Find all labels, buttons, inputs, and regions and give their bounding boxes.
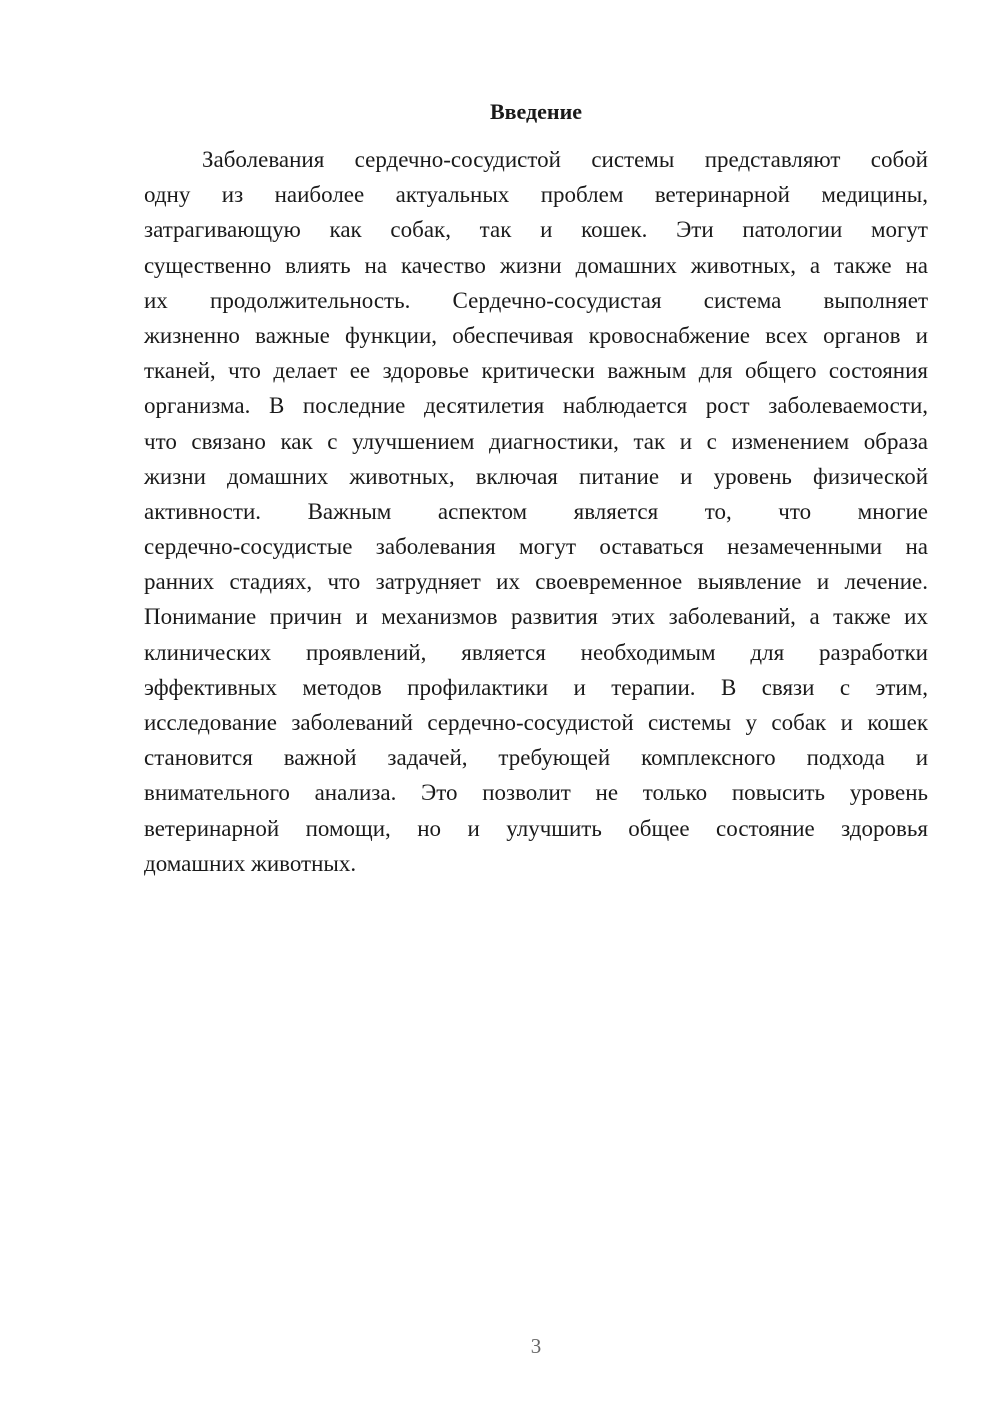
paragraph-line: внимательного анализа. Это позволит не только повысить уровень (144, 780, 928, 806)
paragraph-line: Заболевания сердечно-сосудистой системы представляют собой (202, 147, 928, 172)
paragraph-line: эффективных методов профилактики и терапии. В связи с этим, (144, 674, 928, 700)
paragraph-line: сердечно-сосудистые заболевания могут оставаться незамеченными на (144, 534, 928, 560)
paragraph-line: ранних стадиях, что затрудняет их своевременное выявление и лечение. (144, 569, 928, 595)
paragraph-line: домашних животных. (144, 850, 357, 876)
page-number: 3 (530, 1334, 542, 1358)
paragraph-line: затрагивающую как собак, так и кошек. Эти патологии могут (144, 217, 928, 243)
paragraph-line: одну из наиболее актуальных проблем ветеринарной медицины, (144, 182, 928, 208)
paragraph-line: клинических проявлений, является необходимым для разработки (144, 639, 928, 665)
paragraph-line: их продолжительность. Сердечно-сосудистая система выполняет (144, 287, 928, 313)
paragraph-line: Понимание причин и механизмов развития этих заболеваний, а также их (144, 604, 928, 630)
paragraph-line: жизненно важные функции, обеспечивая кровоснабжение всех органов и (144, 322, 928, 348)
paragraph-line: тканей, что делает ее здоровье критически важным для общего состояния (144, 358, 928, 384)
section-heading: Введение (489, 99, 583, 124)
paragraph-line: организма. В последние десятилетия наблюдается рост заболеваемости, (144, 393, 928, 419)
paragraph-line: что связано как с улучшением диагностики, так и с изменением образа (144, 428, 928, 454)
paragraph-line: исследование заболеваний сердечно-сосудистой системы у собак и кошек (144, 710, 928, 735)
paragraph-line: существенно влиять на качество жизни домашних животных, а также на (144, 252, 928, 278)
paragraph-line: активности. Важным аспектом является то, что многие (144, 498, 928, 524)
paragraph-line: жизни домашних животных, включая питание и уровень физической (144, 463, 928, 489)
introduction-paragraph (144, 142, 928, 881)
paragraph-line: ветеринарной помощи, но и улучшить общее состояние здоровья (144, 815, 928, 841)
paragraph-line: становится важной задачей, требующей комплексного подхода и (144, 745, 928, 771)
